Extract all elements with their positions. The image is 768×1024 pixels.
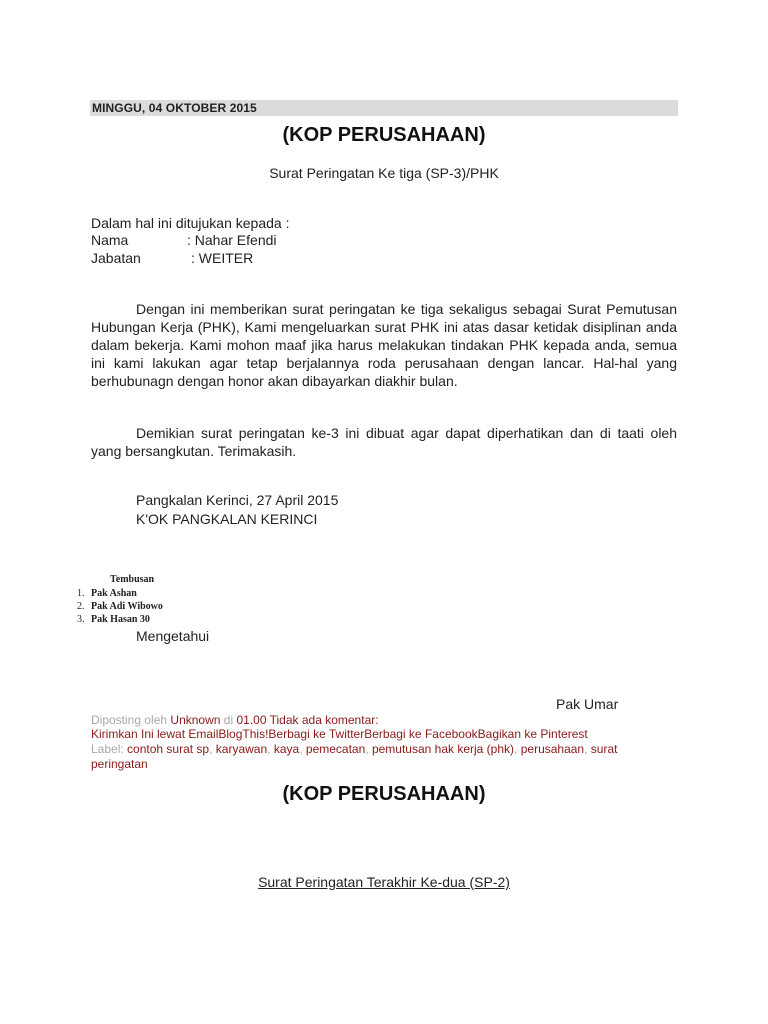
blogthis-link[interactable]: BlogThis! — [218, 727, 269, 741]
label-link[interactable]: surat peringatan — [91, 742, 618, 771]
tembusan-title: Tembusan — [110, 574, 155, 585]
labels-prefix: Label: — [91, 742, 124, 756]
label-link[interactable]: pemutusan hak kerja (phk) — [371, 742, 515, 756]
share-links — [91, 727, 651, 742]
letter-subject: Surat Peringatan Ke tiga (SP-3)/PHK — [269, 165, 499, 181]
author-link[interactable]: Unknown — [170, 713, 221, 727]
place-date: Pangkalan Kerinci, 27 April 2015 — [136, 492, 339, 508]
post-time-link[interactable]: 01.00 — [236, 713, 267, 727]
share-pinterest-link[interactable]: Bagikan ke Pinterest — [477, 727, 588, 741]
signer-name: Pak Umar — [556, 696, 619, 712]
post-date-header: MINGGU, 04 OKTOBER 2015 — [90, 100, 678, 116]
field-nama-label: Nama — [91, 232, 129, 248]
letterhead-title-2: (KOP PERUSAHAAN) — [282, 783, 486, 805]
label-link[interactable]: karyawan — [215, 742, 268, 756]
field-jabatan-label: Jabatan — [91, 250, 141, 266]
field-nama-value: : Nahar Efendi — [187, 232, 277, 248]
letter-subject-2: Surat Peringatan Terakhir Ke-dua (SP-2) — [258, 874, 510, 890]
label-link[interactable]: contoh surat sp — [127, 742, 210, 756]
comments-link[interactable]: Tidak ada komentar: — [269, 713, 379, 727]
posted-by-label: Diposting oleh — [91, 713, 168, 727]
label-link[interactable]: perusahaan — [520, 742, 585, 756]
share-facebook-link[interactable]: Berbagi ke Facebook — [364, 727, 478, 741]
label-link[interactable]: pemecatan — [305, 742, 366, 756]
body-paragraph-1: Dengan ini memberikan surat peringatan ke tiga sekaligus sebagai Surat Pemutusan Hubungan Kerja (PHK), Kami mengeluarkan surat PHK ini atas dasar ketidak disiplinan anda dalam bekerja. Kami mohon maaf jika harus melakukan tindakan PHK kepada anda, semua ini kami lakukan agar tetap berjalannya roda perusahaan dengan lancar. Hal-hal yang berhubunagn dengan honor akan dibayarkan diakhir bulan. — [91, 301, 677, 389]
mengetahui-label: Mengetahui — [136, 628, 210, 644]
addressee-intro: Dalam hal ini ditujukan kepada : — [91, 215, 290, 231]
list-item: 2. Pak Adi Wibowo — [77, 601, 163, 612]
at-label: di — [223, 713, 234, 727]
share-email-link[interactable]: Kirimkan Ini lewat Email — [91, 727, 219, 741]
post-footer-line — [91, 713, 651, 728]
letterhead-title: (KOP PERUSAHAAN) — [282, 124, 486, 146]
company-name: K'OK PANGKALAN KERINCI — [136, 511, 318, 527]
list-item: 3. Pak Hasan 30 — [77, 614, 150, 625]
field-jabatan-value: : WEITER — [191, 250, 254, 266]
tembusan-list — [77, 587, 163, 626]
field-jabatan — [91, 250, 253, 266]
list-item: 1. Pak Ashan — [77, 588, 137, 599]
label-link[interactable]: kaya — [273, 742, 300, 756]
field-nama — [91, 232, 277, 248]
share-twitter-link[interactable]: Berbagi ke Twitter — [268, 727, 365, 741]
labels-line: Label: contoh surat sp, karyawan, kaya, pemecatan, pemutusan hak kerja (phk), perusahaan, surat peringatan — [91, 742, 618, 771]
body-paragraph-2: Demikian surat peringatan ke-3 ini dibuat agar dapat diperhatikan dan di taati oleh yang bersangkutan. Terimakasih. — [91, 425, 677, 459]
